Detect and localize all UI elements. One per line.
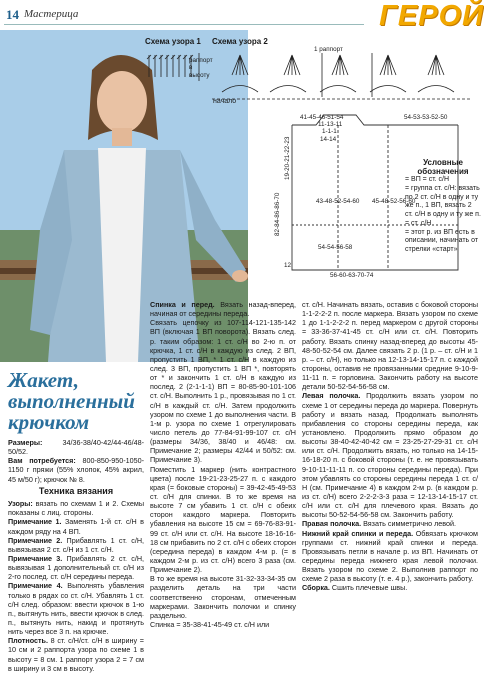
title-line: Жакет, xyxy=(8,368,79,392)
start-label: начало xyxy=(213,98,237,105)
legend xyxy=(405,158,481,255)
scheme-2-symbols xyxy=(212,47,484,107)
title-line: крючком xyxy=(8,410,90,434)
technique-title: Техника вязания xyxy=(38,485,114,496)
sizes-text: 34/36-38/40-42/44-46/48-50/52. xyxy=(8,438,144,457)
pattern-row3-dim: 1-1-1 xyxy=(322,128,337,135)
pattern-bottom-dim: 56-60-63-70-74 xyxy=(330,272,374,279)
header-rule xyxy=(4,24,364,25)
pattern-v1-dim: 82-84-86-86-70 xyxy=(274,192,281,236)
pattern-right-top-dim: 54-53-53-52-50 xyxy=(404,114,448,121)
scheme-1-label: Схема узора 1 xyxy=(145,37,201,46)
pattern-v2-dim: 19-20-21-22-23 xyxy=(284,136,291,180)
back-front-p3: Поместить 1 маркер (нить контрастного цвета) после 19-21-23-25-27 п. с каждого края (= боковые стороны) = 39-42-45-49-53 ст. с/Н для спинки. В то же время на высоте 7 см убавить 1 ст. с/Н с обеих сторон каждого маркера. Повторить убавления на высоте 15 см = 69-76-83-91-99 ст. с/Н или ст. с/Н. На высоте 18-16-16-18 см прибавить по 2 ст. с/Н с обеих сторон (середина переда) в каждом 4-м р. (= в каждом 2-м р. из ст. с/Н) всего 3 раза (см. Примечание 2). xyxy=(150,464,296,575)
note-1-text: Заменять 1-й ст. с/Н в каждом ряду на 4 ВП. xyxy=(8,517,144,536)
back-front-label: Спинка и перед. xyxy=(150,300,215,309)
bottom-edge-label: Нижний край спинки и переда. xyxy=(302,528,414,538)
section-title: ГЕРОЙ xyxy=(379,0,484,32)
patterns-text: вязать по схемам 1 и 2. Схемы показаны с лиц. стороны. xyxy=(8,499,144,518)
pattern-lower-dim: 54-54-56-58 xyxy=(318,244,353,251)
back-front-p4: В то же время на высоте 31-32-33-34-35 см разделить деталь на три части соответственно сторонам, отмеченным маркерами. Закончить полочки и спинку раздельно. xyxy=(150,574,296,620)
note-3-text: Прибавлять 2 ст. с/Н, вывязывая 1 дополнительный ст. с/Н из 2-го послед. ст. с/Н середины переда. xyxy=(8,553,145,582)
note-3-label: Примечание 3. xyxy=(8,553,63,563)
column-1 xyxy=(8,438,144,673)
legend-item: = ст. с/Н xyxy=(405,219,432,227)
legend-title: Условные обозначения xyxy=(417,158,469,176)
legend-item: = ВП = ст. с/Н xyxy=(405,176,450,183)
scheme-2-diagram xyxy=(212,47,484,112)
pattern-v3-dim: 12 xyxy=(284,262,292,269)
legend-item: = этот р. из ВП есть в описании, начинать от стрелки «старт» xyxy=(405,228,479,253)
materials-label: Вам потребуется: xyxy=(8,456,76,466)
rapport-height-label: раппорт в высоту xyxy=(189,57,213,79)
note-4-label: Примечание 4. xyxy=(8,581,63,591)
note-4-text: Выполнять убавления только в рядах со ст. с/Н. Убавлять 1 ст. с/Н след. образом: ввести крючок в 1-ю п., вытянуть нить, ввести крючок в след. п., вытянуть нить, накид и протянуть нить через все 3 п. на крючке. xyxy=(8,581,145,637)
left-front-label: Левая полочка. xyxy=(302,391,361,401)
patterns-label: Узоры: xyxy=(8,499,33,509)
materials-text: 800-850-950-1050-1150 г пряжи (55% хлопок, 45% акрил, 45 м/50 г); крючок № 8. xyxy=(8,456,145,484)
left-front-text: Продолжить вязать узором по схеме 1 от середины переда до маркера. Повернуть работу и вязать назад. Продолжать выполнять прибавления со стороны середины переда, как установлено. Продолжить прямо образом до высоты 38-40-42-40-42 см = 23-25-27-29-31 ст. с/Н или ст. с/Н. Продолжить вязать, но только на 14-15-16-18-20 п. с боковой стороны (т. е. не провязывать 9-10-11-11-11 п. со стороны середины переда). При этом убавлять со стороны середины переда 1 ст. с/Н (см. Примечание 4) в каждом 2-м р. (в каждом р. из ст. с/Н) всего 2-2-2-3-3 раза = 12-13-14-15-17 ст. с/Н или ст. с/Н для плечевого края. Вязать до высоты 50-52-54-56-58 см. Закончить работу. xyxy=(302,391,479,520)
legend-item: = группа ст. с/Н: вязать по 2 ст. с/Н в одну и ту же п., 1 ВП, вязать 2 ст. с/Н в одну и ту же п. xyxy=(405,184,481,218)
page-number: 14 xyxy=(6,7,19,22)
title-line: выполненный xyxy=(8,389,135,413)
column-2 xyxy=(150,300,296,629)
right-front-label: Правая полочка. xyxy=(302,519,362,529)
scheme-2-label: Схема узора 2 xyxy=(212,37,268,46)
assembly-text: Сшить плечевые швы. xyxy=(331,583,408,593)
density-text: 8 ст. с/Н/ст. с/Н в ширину = 10 см и 2 раппорта узора по схеме 1 в высоту = 8 см. 1 раппорт узора 2 = 7 см в ширину и 3 см в высоту. xyxy=(8,636,144,673)
pattern-mid-left-dim: 43-48-52-54-60 xyxy=(316,198,360,205)
bottom-edge-text: Обвязать крючком группами ст. нижний край спинки и переда. Провязывать петли в начале р. из ВП. Начинать от середины переда нижнего края левой полочки. Вязать узором по схеме 2. Выполнив раппорт по схеме 2 раза в высоту (т. е. 4 р.), закончить работу. xyxy=(302,528,478,584)
article-title xyxy=(8,370,135,433)
magazine-name: Мастерица xyxy=(24,8,79,20)
note-2-text: Прибавлять 1 ст. с/Н, вывязывая 2 ст. с/Н из 1 ст. с/Н. xyxy=(8,535,145,554)
column-3 xyxy=(302,300,478,593)
right-front-text: Вязать симметрично левой. xyxy=(363,519,457,529)
density-label: Плотность. xyxy=(8,636,48,646)
back-front-p5: Спинка = 35-38-41-45-49 ст. с/Н или xyxy=(150,619,270,629)
sizes-label: Размеры: xyxy=(8,438,43,447)
note-1-label: Примечание 1. xyxy=(8,517,62,527)
back-text: ст. с/Н. Начинать вязать, оставив с боковой стороны 1-1-2-2-2 п. после маркера. Вязать узором по схеме 1 до 1-1-2-2-2 п. перед маркером с другой стороны = 33-36-37-41-45 ст. с/Н или ст. с/Н. Повторить работу. Вязать спинку назад-вперед до высоты 45-48-50-52-54 см. Далее связать 2 р. (1 р. – ст. с/Н и 1 р. – ст. с/Н), но только на 12-13-14-15-17 п. с каждой стороны, оставив не провязанными средние 9-10-9-11-11 п. = горловина. Закончить работу на высоте детали 50-52-54-56-58 см. xyxy=(302,300,478,392)
pattern-top-dim: 41-45-46-51-54 xyxy=(300,114,344,121)
pattern-row4-dim: 14-14 xyxy=(320,136,337,143)
pattern-mid-right-dim: 45-48-52-56-60 xyxy=(372,198,416,205)
back-front-p1: Вязать назад-вперед, начиная от середины переда. xyxy=(150,300,296,319)
pattern-row2-dim: 11-13-11 xyxy=(318,121,343,128)
assembly-label: Сборка. xyxy=(302,583,330,593)
back-front-p2: Связать цепочку из 107-114-121-135-142 ВП (включая 1 ВП поворота). Вязать след. р. таким образом: 1 ст. с/Н во 2-ю п. от крючка, 1 ст. с/Н в каждую из след. 2 ВП, пропустить 1 ВП, * 1 ст. с/Н в каждую из след. 3 ВП, пропустить 1 ВП *, повторять от * и закончить 1 ст. с/Н в каждую из послед. 2 (2-1-1-1) ВП = 80-85-90-101-106 ст. с/Н. Выполнить 1 р., провязывая по 1 ст. с/Н в каждый ст. с/Н. Затем продолжить узором по схеме 1 до выполнения части. В 1-м р. узора по схеме 1 отрегулировать число петель до 77-84-91-99-107 ст. с/Н (размеры 34/36, 38/40 и 46/48: см. Примечание 2; размеры 42/44 и 50/52: см. Примечание 3). xyxy=(150,318,296,465)
note-2-label: Примечание 2. xyxy=(8,535,63,545)
rapport-label: 1 раппорт xyxy=(314,46,343,53)
